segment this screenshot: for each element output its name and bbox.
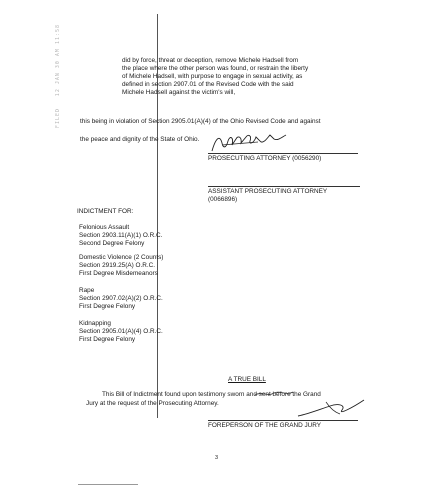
prosecutor-signature-line [208,153,358,154]
charge-name: Domestic Violence (2 Counts) [79,254,164,261]
violation-statement: this being in violation of Section 2905.01(A)(4) of the Ohio Revised Code and against [80,118,321,125]
charge-degree: First Degree Misdemeanors [79,270,158,277]
prosecutor-signature-icon [208,131,288,155]
margin-filing-stamp-lower: FILED [55,108,61,129]
charge-rape [79,287,163,311]
peace-dignity-statement: the peace and dignity of the State of Ohio. [80,136,200,143]
charge-degree: First Degree Felony [79,336,136,343]
charge-name: Rape [79,287,95,294]
offense-line-4: defined in section 2907.01 of the Revised Code with the said [122,81,294,88]
foreperson-signature-icon [296,396,366,420]
offense-line-3: of Michele Hadsell, with purpose to engage in sexual activity, as [122,73,303,80]
footer-rule [78,484,138,485]
charge-kidnapping [79,320,163,344]
offense-line-5: Michele Hadsell against the victim's will, [122,89,236,96]
charge-section: Section 2903.11(A)(1) O.R.C. [79,232,163,239]
charge-name: Kidnapping [79,320,111,327]
charge-section: Section 2907.02(A)(2) O.R.C. [79,295,163,302]
charge-felonious-assault [79,224,162,248]
charge-section: Section 2919.25(A) O.R.C. [79,262,156,269]
strikethrough-scribble-icon [254,390,294,398]
assistant-signature-line [208,186,360,187]
bill-statement-line-2: Jury at the request of the Prosecuting Attorney. [86,400,219,407]
indictment-for-heading: INDICTMENT FOR: [77,208,134,215]
charge-name: Felonious Assault [79,224,130,231]
page-number: 3 [215,455,219,461]
offense-description [122,57,352,97]
offense-line-2: the place where the other person was found, or restrain the liberty [122,65,309,72]
true-bill-heading: A TRUE BILL [228,376,266,383]
prosecuting-attorney-label: PROSECUTING ATTORNEY (0056290) [208,155,322,162]
charge-degree: First Degree Felony [79,303,136,310]
assistant-prosecutor-label: ASSISTANT PROSECUTING ATTORNEY [208,188,328,195]
margin-filing-stamp: 12 JAN 30 AM 11:58 [55,24,61,97]
charge-degree: Second Degree Felony [79,240,145,247]
offense-line-1: did by force, threat or deception, remove Michele Hadsell from [122,57,299,64]
bill-statement-line-1: This Bill of Indictment found upon testimony sworn and sent before the Grand [102,391,321,398]
charge-section: Section 2905.01(A)(4) O.R.C. [79,328,163,335]
assistant-prosecutor-number: (0066896) [208,196,238,203]
foreperson-signature-line [208,420,358,421]
foreperson-label: FOREPERSON OF THE GRAND JURY [208,422,322,429]
charge-domestic-violence [79,254,163,278]
